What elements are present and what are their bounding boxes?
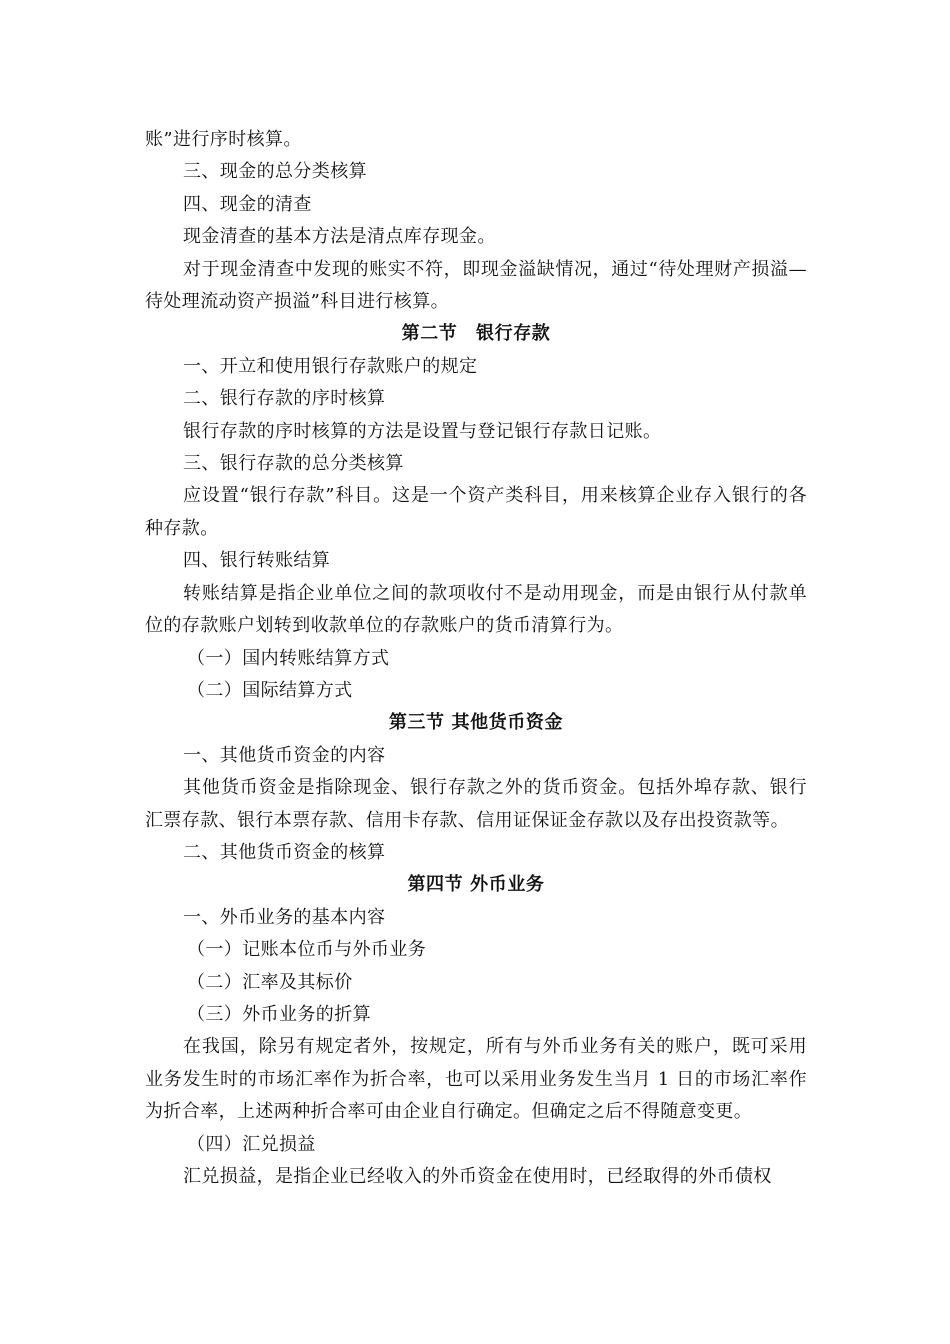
subsection-item: （四）汇兑损益	[187, 1133, 316, 1155]
document-page	[145, 124, 807, 1193]
section-item: 三、银行存款的总分类核算	[183, 453, 404, 475]
paragraph: 其他货币资金是指除现金、银行存款之外的货币资金。包括外埠存款、银行汇票存款、银行本票存款、信用卡存款、信用证保证金存款以及存出投资款等。	[145, 777, 807, 831]
section-item: 一、开立和使用银行存款账户的规定	[183, 355, 478, 377]
subsection-item: （一）国内转账结算方式	[187, 647, 390, 669]
section-item: 四、现金的清查	[183, 193, 312, 215]
paragraph: 在我国，除另有规定者外，按规定，所有与外币业务有关的账户，既可采用业务发生时的市场汇率作为折合率，也可以采用业务发生当月 1 日的市场汇率作为折合率，上述两种折合率可由企业自行确定。但确定之后不得随意变更。	[145, 1036, 807, 1123]
section-item: 二、其他货币资金的核算	[183, 841, 386, 863]
paragraph: 账”进行序时核算。	[145, 129, 302, 150]
subsection-item: （二）汇率及其标价	[187, 971, 353, 993]
paragraph: 转账结算是指企业单位之间的款项收付不是动用现金，而是由银行从付款单位的存款账户划转到收款单位的存款账户的货币清算行为。	[145, 582, 807, 637]
section-heading: 第三节 其他货币资金	[388, 712, 564, 734]
section-item: 一、其他货币资金的内容	[183, 744, 386, 766]
paragraph: 银行存款的序时核算的方法是设置与登记银行存款日记账。	[183, 420, 662, 442]
subsection-item: （一）记账本位币与外币业务	[187, 939, 427, 961]
section-heading: 第四节 外币业务	[407, 874, 545, 896]
paragraph: 现金清查的基本方法是清点库存现金。	[183, 226, 496, 248]
paragraph: 对于现金清查中发现的账实不符，即现金溢缺情况，通过“待处理财产损溢—待处理流动资产损溢”科目进行核算。	[145, 258, 807, 313]
paragraph: 应设置“银行存款”科目。这是一个资产类科目，用来核算企业存入银行的各种存款。	[145, 485, 807, 539]
section-item: 四、银行转账结算	[183, 550, 331, 572]
paragraph: 汇兑损益，是指企业已经收入的外币资金在使用时，已经取得的外币债权	[183, 1166, 772, 1187]
subsection-item: （二）国际结算方式	[187, 679, 353, 701]
section-item: 一、外币业务的基本内容	[183, 906, 386, 928]
section-item: 二、银行存款的序时核算	[183, 388, 386, 410]
section-item: 三、现金的总分类核算	[183, 161, 367, 183]
section-heading: 第二节 银行存款	[401, 323, 551, 345]
subsection-item: （三）外币业务的折算	[187, 1003, 371, 1025]
